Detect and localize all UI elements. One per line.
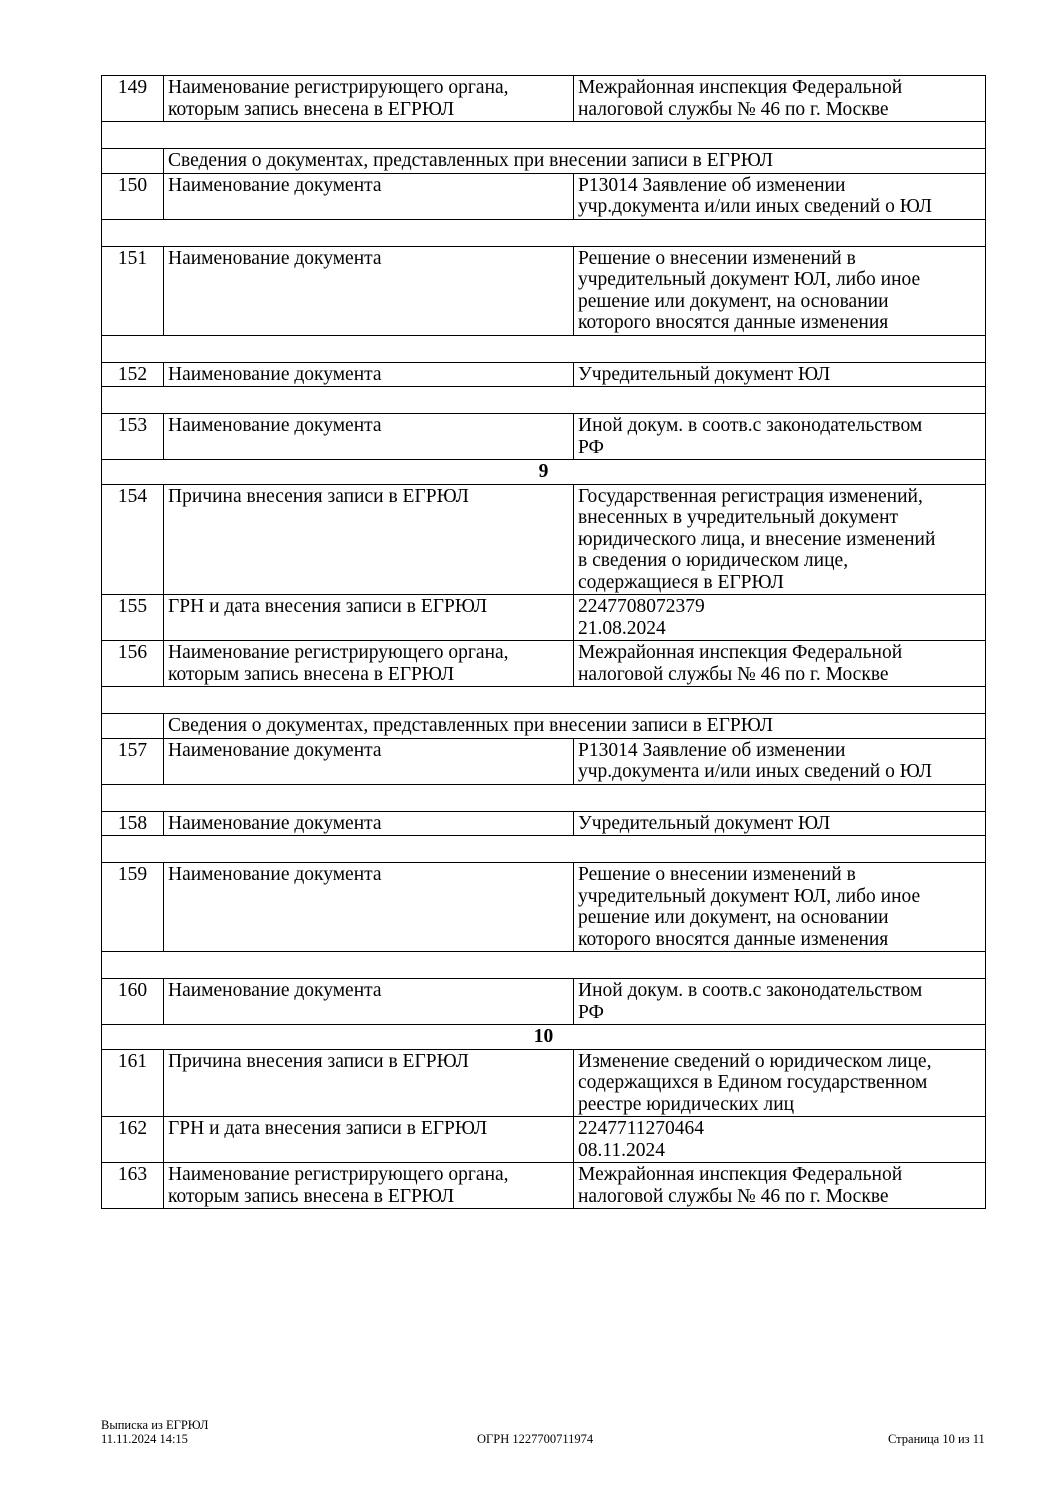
- spacer-row: [102, 836, 986, 863]
- field-label: Наименование документа: [164, 863, 574, 952]
- spacer-row: [102, 952, 986, 979]
- field-label: Наименование регистрирующего органа, которым запись внесена в ЕГРЮЛ: [164, 641, 574, 687]
- field-value: Межрайонная инспекция Федеральной налоговой службы № 46 по г. Москве: [574, 1163, 986, 1209]
- section-number: 9: [102, 460, 986, 485]
- field-label: ГРН и дата внесения записи в ЕГРЮЛ: [164, 1117, 574, 1163]
- table-row: [102, 811, 986, 836]
- spacer-cell: [102, 687, 986, 714]
- field-value: Р13014 Заявление об изменении учр.документа и/или иных сведений о ЮЛ: [574, 173, 986, 219]
- field-label: Наименование документа: [164, 246, 574, 335]
- field-value: Учредительный документ ЮЛ: [574, 362, 986, 387]
- table-row: [102, 1117, 986, 1163]
- section-number-row: [102, 460, 986, 485]
- footer-datetime: 11.11.2024 14:15: [101, 1432, 188, 1446]
- row-number: 152: [102, 362, 164, 387]
- egrul-table-body: [102, 76, 986, 1209]
- field-value: Решение о внесении изменений в учредительный документ ЮЛ, либо иное решение или документ, на основании которого вносятся данные изменения: [574, 863, 986, 952]
- field-value: Межрайонная инспекция Федеральной налоговой службы № 46 по г. Москве: [574, 641, 986, 687]
- footer-page-number: Страница 10 из 11: [888, 1432, 985, 1446]
- row-number: 158: [102, 811, 164, 836]
- field-label: Наименование документа: [164, 738, 574, 784]
- row-number: 151: [102, 246, 164, 335]
- spacer-row: [102, 219, 986, 246]
- row-number: 149: [102, 76, 164, 122]
- table-row: [102, 1049, 986, 1117]
- field-label: Наименование документа: [164, 811, 574, 836]
- spacer-row: [102, 687, 986, 714]
- spacer-cell: [102, 387, 986, 414]
- spacer-cell: [102, 219, 986, 246]
- field-label: ГРН и дата внесения записи в ЕГРЮЛ: [164, 595, 574, 641]
- row-number: 161: [102, 1049, 164, 1117]
- row-number: 162: [102, 1117, 164, 1163]
- group-header-row: [102, 714, 986, 739]
- row-number: 163: [102, 1163, 164, 1209]
- field-value: Государственная регистрация изменений, внесенных в учредительный документ юридического лица, и внесение изменений в сведения о юридическом лице, содержащиеся в ЕГРЮЛ: [574, 484, 986, 595]
- group-header-blank: [102, 714, 164, 739]
- spacer-row: [102, 122, 986, 149]
- spacer-row: [102, 335, 986, 362]
- field-value: 2247711270464 08.11.2024: [574, 1117, 986, 1163]
- table-row: [102, 595, 986, 641]
- field-value: 2247708072379 21.08.2024: [574, 595, 986, 641]
- field-label: Наименование документа: [164, 979, 574, 1025]
- table-row: [102, 1163, 986, 1209]
- group-header-text: Сведения о документах, представленных при внесении записи в ЕГРЮЛ: [164, 149, 986, 174]
- spacer-cell: [102, 784, 986, 811]
- spacer-row: [102, 387, 986, 414]
- row-number: 156: [102, 641, 164, 687]
- spacer-cell: [102, 836, 986, 863]
- section-number-row: [102, 1025, 986, 1050]
- group-header-text: Сведения о документах, представленных при внесении записи в ЕГРЮЛ: [164, 714, 986, 739]
- field-value: Р13014 Заявление об изменении учр.документа и/или иных сведений о ЮЛ: [574, 738, 986, 784]
- row-number: 150: [102, 173, 164, 219]
- field-label: Наименование документа: [164, 173, 574, 219]
- field-value: Иной докум. в соотв.с законодательством РФ: [574, 979, 986, 1025]
- spacer-cell: [102, 952, 986, 979]
- table-row: [102, 641, 986, 687]
- field-label: Наименование регистрирующего органа, которым запись внесена в ЕГРЮЛ: [164, 1163, 574, 1209]
- field-label: Наименование документа: [164, 414, 574, 460]
- spacer-cell: [102, 122, 986, 149]
- field-value: Решение о внесении изменений в учредительный документ ЮЛ, либо иное решение или документ, на основании которого вносятся данные изменения: [574, 246, 986, 335]
- footer-doc-title: Выписка из ЕГРЮЛ: [101, 1418, 209, 1432]
- field-label: Причина внесения записи в ЕГРЮЛ: [164, 484, 574, 595]
- egrul-table: [101, 75, 986, 1209]
- field-label: Наименование документа: [164, 362, 574, 387]
- footer-ogrn: ОГРН 1227700711974: [477, 1432, 594, 1446]
- group-header-blank: [102, 149, 164, 174]
- row-number: 155: [102, 595, 164, 641]
- field-value: Изменение сведений о юридическом лице, содержащихся в Едином государственном реестре юридических лиц: [574, 1049, 986, 1117]
- spacer-cell: [102, 335, 986, 362]
- table-row: [102, 173, 986, 219]
- field-value: Межрайонная инспекция Федеральной налоговой службы № 46 по г. Москве: [574, 76, 986, 122]
- footer-left: [101, 1418, 209, 1446]
- table-row: [102, 738, 986, 784]
- row-number: 153: [102, 414, 164, 460]
- group-header-row: [102, 149, 986, 174]
- table-row: [102, 863, 986, 952]
- row-number: 154: [102, 484, 164, 595]
- table-row: [102, 76, 986, 122]
- table-row: [102, 362, 986, 387]
- table-row: [102, 484, 986, 595]
- row-number: 159: [102, 863, 164, 952]
- table-row: [102, 246, 986, 335]
- field-label: Наименование регистрирующего органа, которым запись внесена в ЕГРЮЛ: [164, 76, 574, 122]
- field-value: Учредительный документ ЮЛ: [574, 811, 986, 836]
- row-number: 157: [102, 738, 164, 784]
- row-number: 160: [102, 979, 164, 1025]
- table-row: [102, 979, 986, 1025]
- field-value: Иной докум. в соотв.с законодательством РФ: [574, 414, 986, 460]
- section-number: 10: [102, 1025, 986, 1050]
- spacer-row: [102, 784, 986, 811]
- field-label: Причина внесения записи в ЕГРЮЛ: [164, 1049, 574, 1117]
- table-row: [102, 414, 986, 460]
